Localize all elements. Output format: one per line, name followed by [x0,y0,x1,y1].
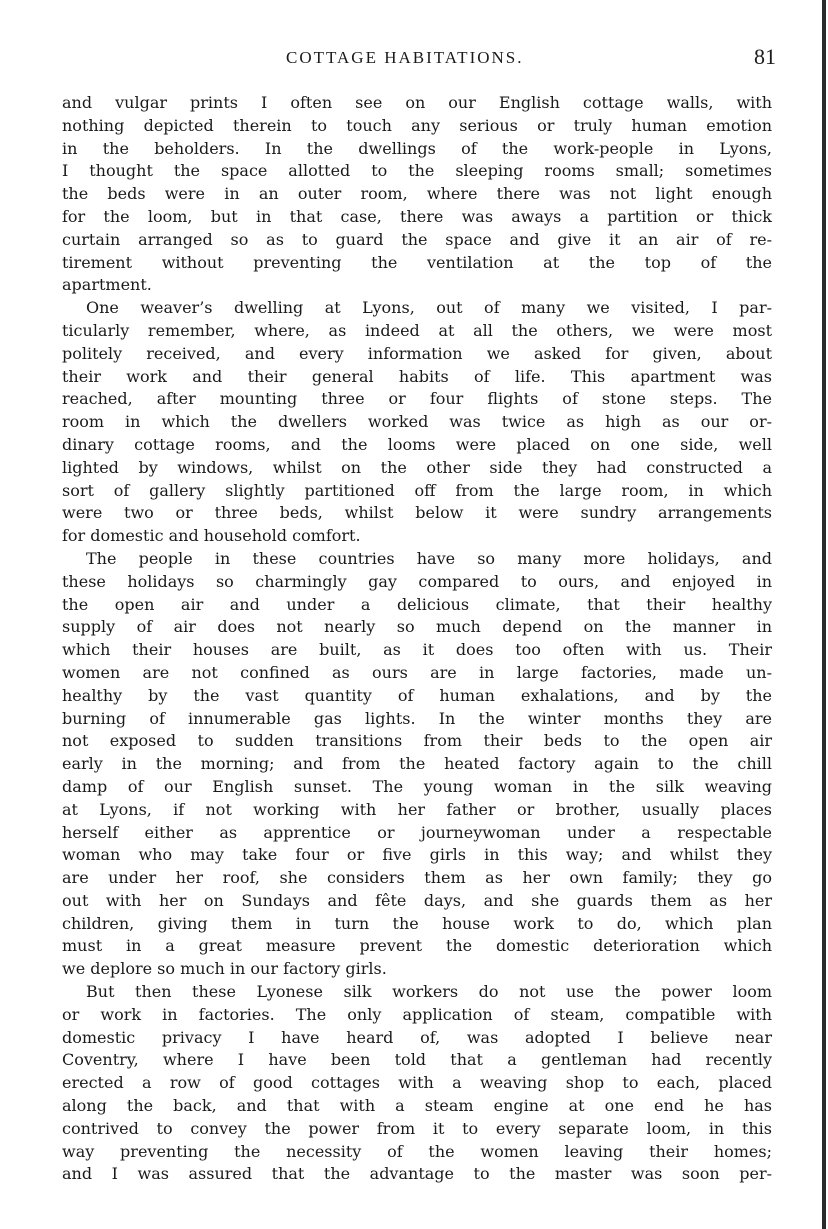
text-line: were two or three beds, whilst below it were sundry arrangements [62,503,772,523]
text-line: herself either as apprentice or journeywoman under a respectable [62,822,772,842]
text-line: along the back, and that with a steam engine at one end he has [62,1096,772,1116]
text-line: sort of gallery slightly partitioned off from the large room, in which [62,480,772,500]
text-line: their work and their general habits of life. This apartment was [62,366,772,386]
text-line: are under her roof, she considers them as her own family; they go [62,868,772,888]
text-line: out with her on Sundays and fête days, and she guards them as her [62,890,772,910]
text-line: One weaver’s dwelling at Lyons, out of many we visited, I par- [86,298,772,318]
text-line: these holidays so charmingly gay compared to ours, and enjoyed in [62,571,772,591]
text-line: nothing depicted therein to touch any serious or truly human emotion [62,115,772,135]
text-line: ticularly remember, where, as indeed at all the others, we were most [62,320,772,340]
text-line: which their houses are built, as it does too often with us. Their [62,640,772,660]
text-line: and vulgar prints I often see on our English cottage walls, with [62,93,772,112]
running-head: COTTAGE HABITATIONS. [286,48,524,67]
text-line: damp of our English sunset. The young woman in the silk weaving [62,776,772,796]
text-line: and I was assured that the advantage to the master was soon per- [62,1164,772,1184]
text-line: healthy by the vast quantity of human exhalations, and by the [62,685,772,705]
text-line: erected a row of good cottages with a weaving shop to each, placed [62,1073,772,1093]
text-line: at Lyons, if not working with her father or brother, usually places [62,799,772,819]
text-line: way preventing the necessity of the women leaving their homes; [62,1141,772,1161]
text-line: in the beholders. In the dwellings of the work-people in Lyons, [62,138,772,158]
text-line: the beds were in an outer room, where there was not light enough [62,184,772,204]
text-line: supply of air does not nearly so much depend on the manner in [62,617,772,637]
page-number: 81 [754,44,776,69]
text-line: domestic privacy I have heard of, was adopted I believe near [62,1027,772,1047]
paragraph-end-line: apartment. [62,275,152,295]
page-header [0,44,828,74]
paragraph-end-line: for domestic and household comfort. [62,526,361,546]
text-line: lighted by windows, whilst on the other side they had constructed a [62,457,772,477]
text-line: dinary cottage rooms, and the looms were placed on one side, well [62,434,772,454]
text-line: I thought the space allotted to the sleeping rooms small; sometimes [62,161,772,181]
text-line: contrived to convey the power from it to every separate loom, in this [62,1118,772,1138]
text-line: women are not confined as ours are in large factories, made un- [62,662,772,682]
text-line: the open air and under a delicious climate, that their healthy [62,594,772,614]
text-line: reached, after mounting three or four flights of stone steps. The [62,389,772,409]
text-line: woman who may take four or five girls in this way; and whilst they [62,845,772,865]
text-line: Coventry, where I have been told that a gentleman had recently [62,1050,772,1070]
text-line: or work in factories. The only application of steam, compatible with [62,1004,772,1024]
text-line: for the loom, but in that case, there was aways a partition or thick [62,206,772,226]
page-edge-rule [822,0,826,1229]
text-line: early in the morning; and from the heated factory again to the chill [62,754,772,774]
text-line: curtain arranged so as to guard the space and give it an air of re- [62,229,772,249]
text-line: room in which the dwellers worked was twice as high as our or- [62,412,772,432]
body-text [62,92,772,1186]
paragraph-end-line: we deplore so much in our factory girls. [62,959,387,979]
text-line: But then these Lyonese silk workers do not use the power loom [86,982,772,1002]
text-line: The people in these countries have so many more holidays, and [86,548,772,568]
text-line: must in a great measure prevent the domestic deterioration which [62,936,772,956]
text-line: burning of innumerable gas lights. In the winter months they are [62,708,772,728]
text-line: politely received, and every information we asked for given, about [62,343,772,363]
text-line: not exposed to sudden transitions from their beds to the open air [62,731,772,751]
text-line: tirement without preventing the ventilation at the top of the [62,252,772,272]
text-line: children, giving them in turn the house work to do, which plan [62,913,772,933]
